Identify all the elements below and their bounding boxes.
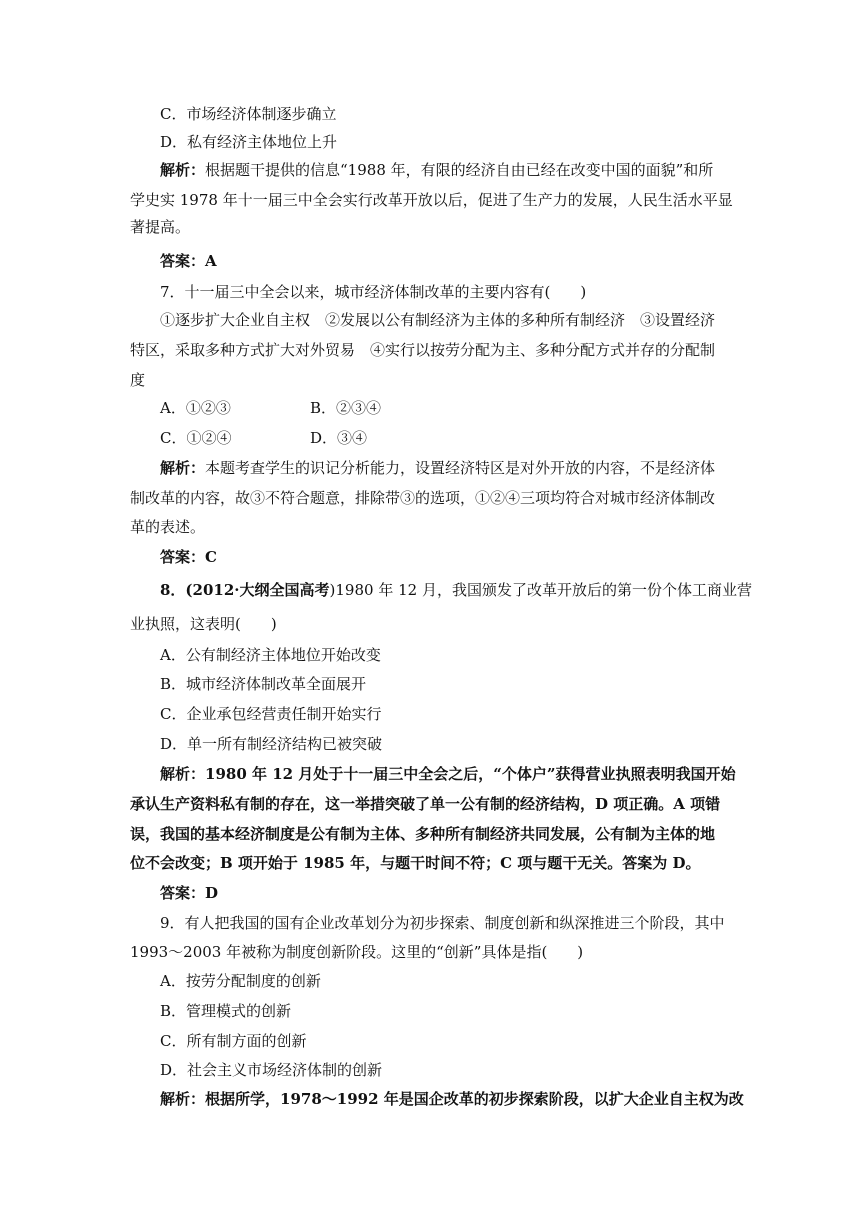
q6-answer xyxy=(160,249,217,273)
q8-option-d: D．单一所有制经济结构已被突破 xyxy=(160,735,383,753)
q7-stem: 7．十一届三中全会以来，城市经济体制改革的主要内容有( ) xyxy=(160,283,587,301)
q8-source-prefix: 8．(2012· xyxy=(160,581,240,599)
answer-value: A xyxy=(205,252,217,270)
q6-option-c: C．市场经济体制逐步确立 xyxy=(160,105,337,123)
q8-analysis-line-2: 承认生产资料私有制的存在，这一举措突破了单一公有制的经济结构，D 项正确。A 项错 xyxy=(130,795,721,813)
q8-answer xyxy=(160,881,218,905)
analysis-label: 解析： xyxy=(160,161,206,179)
q8-stem-line-2: 业执照，这表明( ) xyxy=(130,615,277,633)
q6-analysis-line-2: 学史实 1978 年十一届三中全会实行改革开放以后，促进了生产力的发展，人民生活水平显 xyxy=(130,191,733,209)
q9-option-d: D．社会主义市场经济体制的创新 xyxy=(160,1061,383,1079)
answer-label: 答案： xyxy=(160,548,206,566)
q8-option-b: B．城市经济体制改革全面展开 xyxy=(160,675,367,693)
q7-option-c: C．①②④ xyxy=(160,429,232,447)
q8-option-a: A．公有制经济主体地位开始改变 xyxy=(160,646,381,664)
answer-label: 答案： xyxy=(160,252,206,270)
q9-option-c: C．所有制方面的创新 xyxy=(160,1032,307,1050)
analysis-text: 根据题干提供的信息“1988 年，有限的经济自由已经在改变中国的面貌”和所 xyxy=(205,161,714,179)
analysis-label: 解析： xyxy=(160,1090,206,1108)
q8-stem-line-1 xyxy=(160,578,752,602)
analysis-text: 1980 年 12 月处于十一届三中全会之后，“个体户”获得营业执照表明我国开始 xyxy=(205,765,736,783)
q8-option-c: C．企业承包经营责任制开始实行 xyxy=(160,705,382,723)
answer-label: 答案： xyxy=(160,884,206,902)
analysis-text: 本题考查学生的识记分析能力，设置经济特区是对外开放的内容，不是经济体 xyxy=(205,459,716,477)
q8-analysis-line-1 xyxy=(160,762,736,786)
q8-stem-text: )1980 年 12 月，我国颁发了改革开放后的第一份个体工商业营 xyxy=(329,581,752,599)
q9-analysis-line-1 xyxy=(160,1087,744,1111)
q6-analysis-line-1 xyxy=(160,158,713,182)
q8-analysis-line-4: 位不会改变；B 项开始于 1985 年，与题干时间不符；C 项与题干无关。答案为 D。 xyxy=(130,854,701,872)
q7-items-line-1: ①逐步扩大企业自主权 ②发展以公有制经济为主体的多种所有制经济 ③设置经济 xyxy=(160,311,716,329)
q7-options-row-2 xyxy=(160,426,368,450)
q7-analysis-line-2: 制改革的内容，故③不符合题意，排除带③的选项，①②④三项均符合对城市经济体制改 xyxy=(130,489,716,507)
analysis-text: 根据所学，1978～1992 年是国企改革的初步探索阶段，以扩大企业自主权为改 xyxy=(205,1090,744,1108)
q6-option-d: D．私有经济主体地位上升 xyxy=(160,133,338,151)
analysis-label: 解析： xyxy=(160,459,206,477)
q9-stem-line-2: 1993～2003 年被称为制度创新阶段。这里的“创新”具体是指( ) xyxy=(130,943,584,961)
q7-analysis-line-3: 革的表述。 xyxy=(130,518,206,536)
q9-stem-line-1: 9．有人把我国的国有企业改革划分为初步探索、制度创新和纵深推进三个阶段，其中 xyxy=(160,914,725,932)
q7-option-d: D．③④ xyxy=(310,429,368,447)
q7-option-a: A．①②③ xyxy=(160,399,231,417)
q6-analysis-line-3: 著提高。 xyxy=(130,218,191,236)
q9-option-b: B．管理模式的创新 xyxy=(160,1002,292,1020)
q7-analysis-line-1 xyxy=(160,456,715,480)
q7-options-row-1 xyxy=(160,396,382,420)
q7-option-b: B．②③④ xyxy=(310,399,382,417)
q8-source-name: 大纲全国高考 xyxy=(239,581,330,599)
q8-analysis-line-3: 误，我国的基本经济制度是公有制为主体、多种所有制经济共同发展，公有制为主体的地 xyxy=(130,825,716,843)
answer-value: C xyxy=(205,548,217,566)
q9-option-a: A．按劳分配制度的创新 xyxy=(160,972,321,990)
analysis-label: 解析： xyxy=(160,765,206,783)
q7-items-line-2: 特区，采取多种方式扩大对外贸易 ④实行以按劳分配为主、多种分配方式并存的分配制 xyxy=(130,341,716,359)
q7-answer xyxy=(160,545,217,569)
answer-value: D xyxy=(205,884,219,902)
q7-items-line-3: 度 xyxy=(130,371,146,389)
